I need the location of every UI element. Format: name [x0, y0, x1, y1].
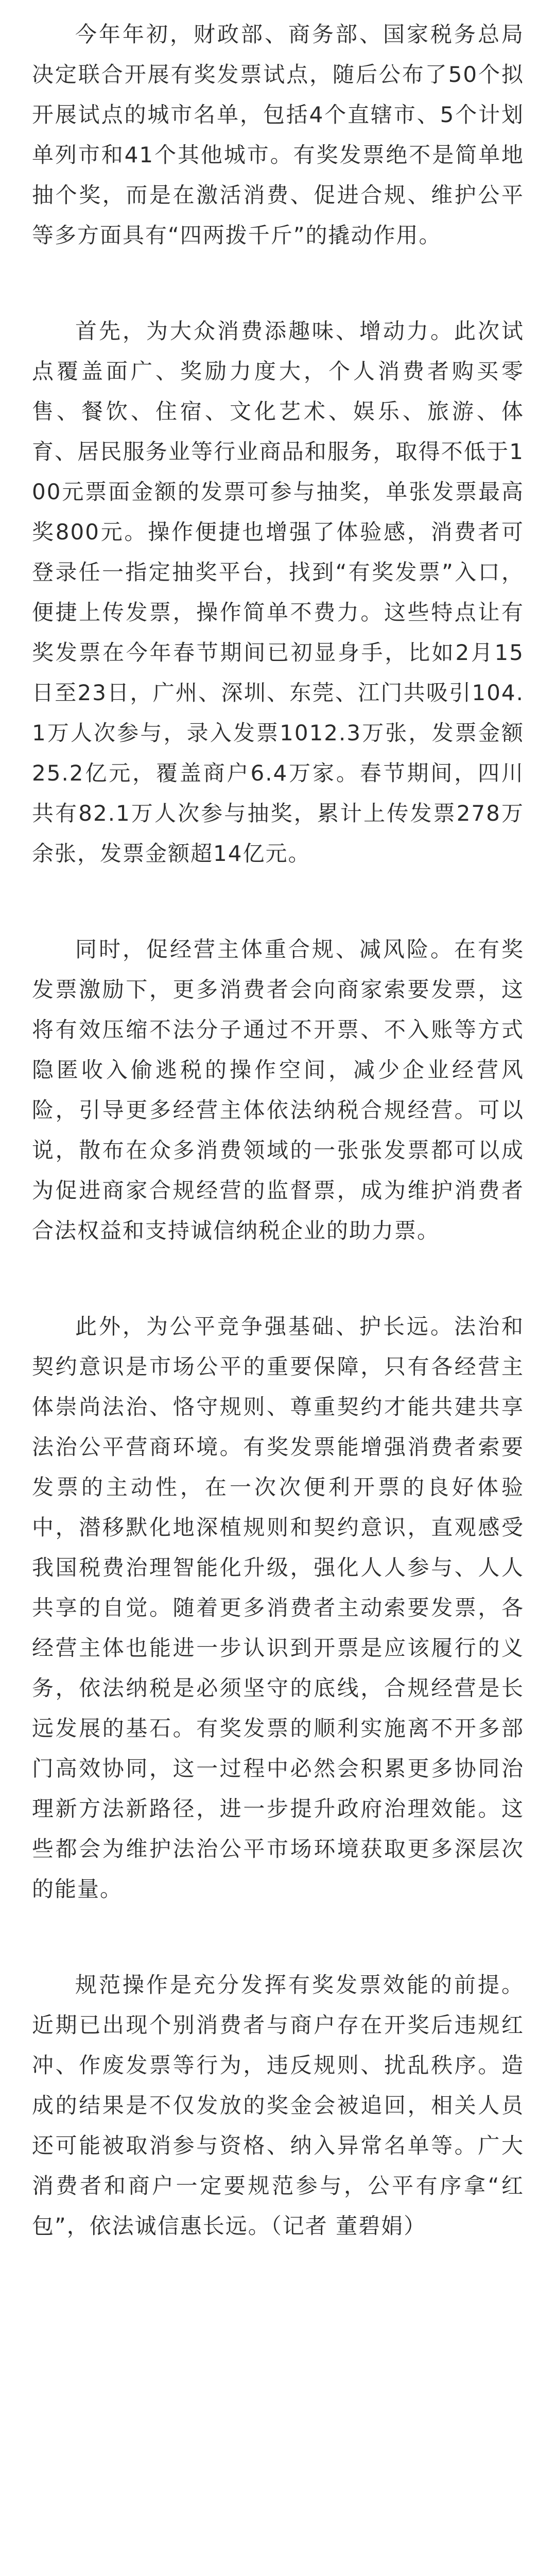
article-paragraph-1: 今年年初，财政部、商务部、国家税务总局决定联合开展有奖发票试点，随后公布了50个拟开展试点的城市名单，包括4个直辖市、5个计划单列市和41个其他城市。有奖发票绝不是简单地抽个奖，而是在激活消费、促进合规、维护公平等多方面具有“四两拨千斤”的撬动作用。 [32, 22, 524, 248]
article-paragraph-5: 规范操作是充分发挥有奖发票效能的前提。近期已出现个别消费者与商户存在开奖后违规红冲、作废发票等行为，违反规则、扰乱秩序。造成的结果是不仅发放的奖金会被追回，相关人员还可能被取消参与资格、纳入异常名单等。广大消费者和商户一定要规范参与，公平有序拿“红包”，依法诚信惠长远。（记者 董碧娟） [32, 1972, 524, 2239]
article-paragraph-2: 首先，为大众消费添趣味、增动力。此次试点覆盖面广、奖励力度大，个人消费者购买零售、餐饮、住宿、文化艺术、娱乐、旅游、体育、居民服务业等行业商品和服务，取得不低于100元票面金额的发票可参与抽奖，单张发票最高奖800元。操作便捷也增强了体验感，消费者可登录任一指定抽奖平台，找到“有奖发票”入口，便捷上传发票，操作简单不费力。这些特点让有奖发票在今年春节期间已初显身手，比如2月15日至23日，广州、深圳、东莞、江门共吸引104.1万人次参与，录入发票1012.3万张，发票金额25.2亿元，覆盖商户6.4万家。春节期间，四川共有82.1万人次参与抽奖，累计上传发票278万余张，发票金额超14亿元。 [32, 318, 524, 866]
article-paragraph-4: 此外，为公平竞争强基础、护长远。法治和契约意识是市场公平的重要保障，只有各经营主体崇尚法治、恪守规则、尊重契约才能共建共享法治公平营商环境。有奖发票能增强消费者索要发票的主动性，在一次次便利开票的良好体验中，潜移默化地深植规则和契约意识，直观感受我国税费治理智能化升级，强化人人参与、人人共享的自觉。随着更多消费者主动索要发票，各经营主体也能进一步认识到开票是应该履行的义务，依法纳税是必须坚守的底线，合规经营是长远发展的基石。有奖发票的顺利实施离不开多部门高效协同，这一过程中必然会积累更多协同治理新方法新路径，进一步提升政府治理效能。这些都会为维护法治公平市场环境获取更多深层次的能量。 [32, 1314, 524, 1902]
article-paragraph-3: 同时，促经营主体重合规、减风险。在有奖发票激励下，更多消费者会向商家索要发票，这将有效压缩不法分子通过不开票、不入账等方式隐匿收入偷逃税的操作空间，减少企业经营风险，引导更多经营主体依法纳税合规经营。可以说，散布在众多消费领域的一张张发票都可以成为促进商家合规经营的监督票，成为维护消费者合法权益和支持诚信纳税企业的助力票。 [32, 937, 524, 1243]
